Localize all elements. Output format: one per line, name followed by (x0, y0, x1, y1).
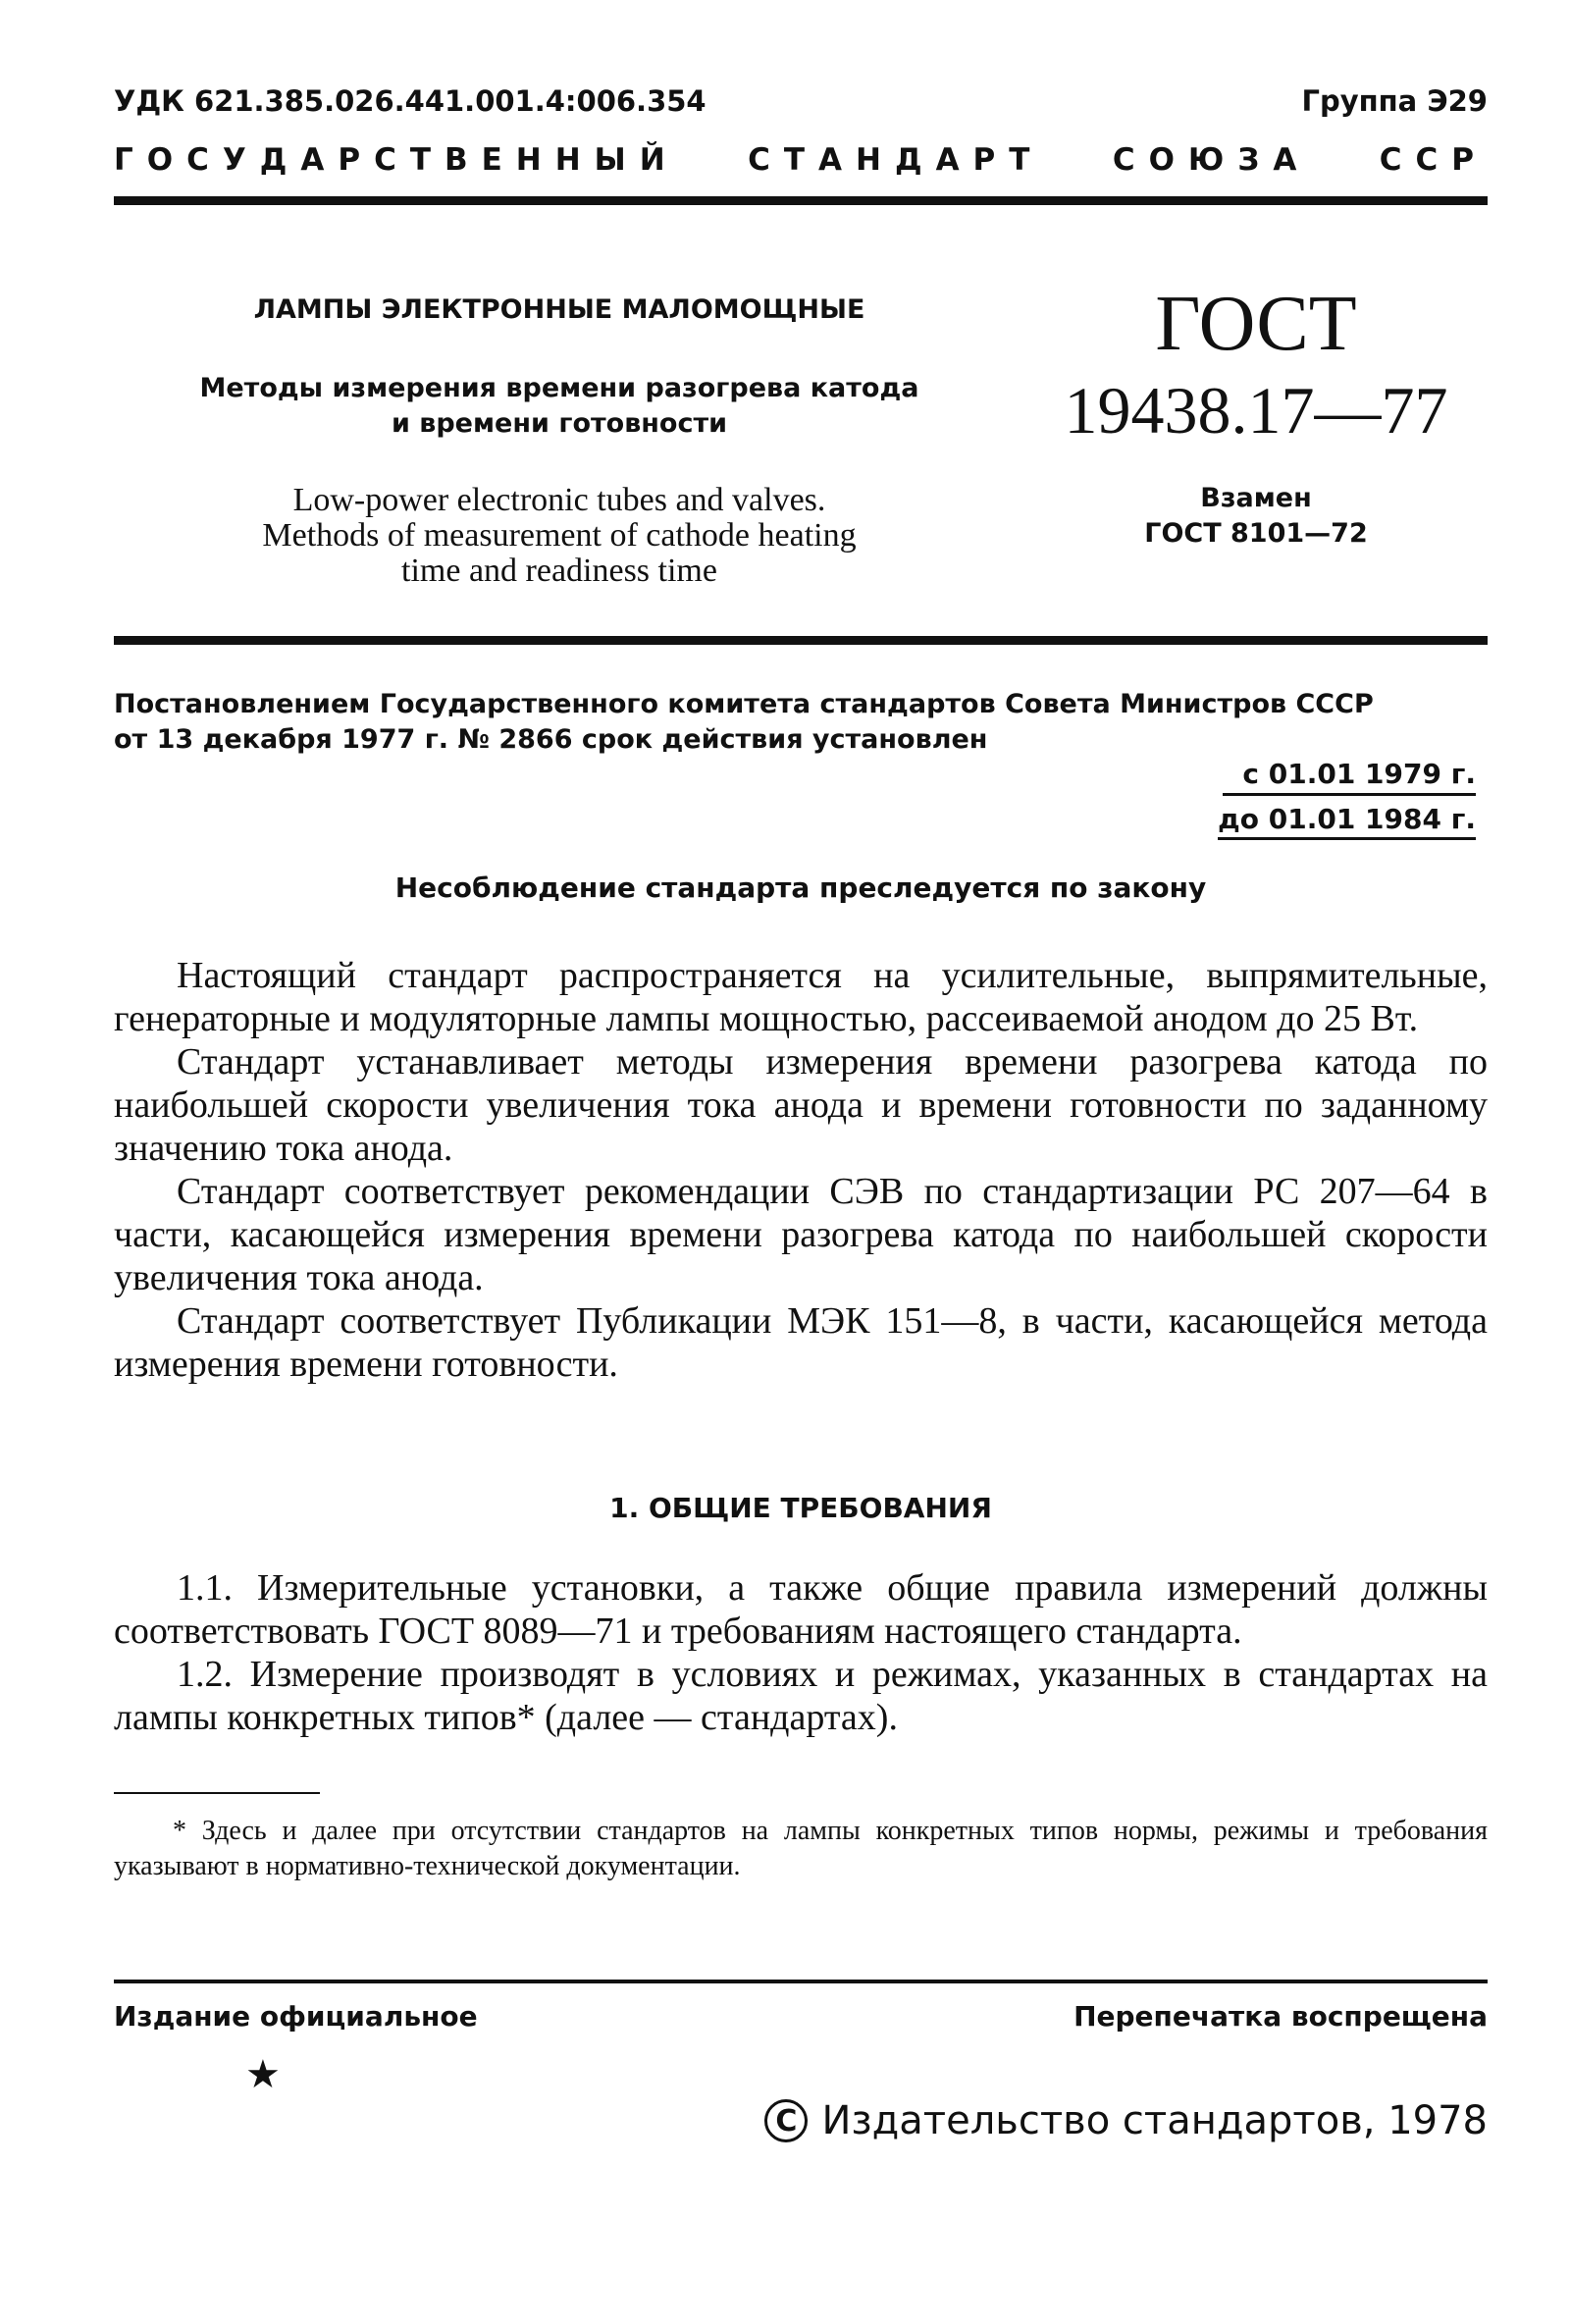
subtitle-line: Методы измерения времени разогрева катода (199, 373, 919, 403)
state-word: СТАНДАРТ (748, 142, 1044, 178)
english-line: Methods of measurement of cathode heating (262, 517, 857, 554)
replaces-block (1050, 481, 1462, 552)
replaces-value: ГОСТ 8101—72 (1144, 518, 1368, 549)
decree-line: Постановлением Государственного комитета стандартов Совета Министров СССР (114, 689, 1374, 719)
subtitle-line: и времени готовности (391, 408, 728, 439)
state-word: СОЮЗА (1112, 142, 1311, 178)
document-subtitle (147, 371, 971, 442)
header-rule (114, 196, 1488, 205)
legal-warning: Несоблюдение стандарта преследуется по закону (394, 872, 1207, 904)
copyright-icon: C (764, 2099, 808, 2142)
section-heading: 1. ОБЩИЕ ТРЕБОВАНИЯ (609, 1492, 992, 1524)
section-paragraph: 1.2. Измерение производят в условиях и режимах, указанных в стандартах на лампы конкретных типов* (далее — стандартах). (114, 1654, 1488, 1738)
gost-number: 19438.17—77 (1064, 373, 1448, 448)
title-rule (114, 636, 1488, 645)
intro-paragraph: Стандарт соответствует рекомендации СЭВ по стандартизации РС 207—64 в части, касающейся измерения времени разогрева катода по наибольшей скорости увеличения тока анода. (114, 1171, 1488, 1298)
publisher-name: Издательство стандартов, 1978 (821, 2098, 1488, 2143)
intro-text (114, 954, 1488, 1386)
section-paragraph: 1.1. Измерительные установки, а также общие правила измерений должны соответствовать ГОСТ 8089—71 и требованиям настоящего стандарта. (114, 1567, 1488, 1652)
star-icon: ★ (245, 2052, 281, 2096)
state-word: ССР (1379, 142, 1488, 178)
gost-label: ГОСТ (1155, 281, 1357, 367)
group-code: Группа Э29 (1301, 84, 1488, 118)
section-text (114, 1566, 1488, 1739)
english-line: time and readiness time (401, 553, 717, 589)
official-edition: Издание официальное (114, 2000, 478, 2033)
udk-code: УДК 621.385.026.441.001.4:006.354 (114, 84, 706, 118)
date-from: с 01.01 1979 г. (1242, 758, 1476, 790)
publisher-line (764, 2098, 1488, 2143)
english-line: Low-power electronic tubes and valves. (292, 482, 826, 518)
decree-line: от 13 декабря 1977 г. № 2866 срок действия установлен (114, 724, 988, 755)
intro-paragraph: Настоящий стандарт распространяется на усилительные, выпрямительные, генераторные и модуляторные лампы мощностью, рассеиваемой анодом до 25 Вт. (114, 955, 1488, 1039)
footnote-text: * Здесь и далее при отсутствии стандартов на лампы конкретных типов нормы, режимы и требования указывают в нормативно-технической документации. (114, 1816, 1488, 1881)
state-word: ГОСУДАРСТВЕННЫЙ (114, 142, 679, 178)
replaces-label: Взамен (1200, 483, 1312, 513)
document-title: ЛАМПЫ ЭЛЕКТРОННЫЕ МАЛОМОЩНЫЕ (253, 294, 865, 325)
footnote (114, 1814, 1488, 1884)
state-standard-header (114, 142, 1488, 178)
footer-rule (114, 1980, 1488, 1983)
decree-text (114, 687, 1488, 758)
intro-paragraph: Стандарт соответствует Публикации МЭК 151—8, в части, касающейся метода измерения времени готовности. (114, 1300, 1488, 1385)
reprint-notice: Перепечатка воспрещена (1073, 2000, 1488, 2033)
date-to: до 01.01 1984 г. (1218, 803, 1476, 840)
intro-paragraph: Стандарт устанавливает методы измерения времени разогрева катода по наибольшей скорости увеличения тока анода и времени готовности по заданному значению тока анода. (114, 1041, 1488, 1169)
date-divider (1223, 793, 1476, 796)
footnote-rule (114, 1792, 320, 1794)
english-title (147, 483, 971, 589)
